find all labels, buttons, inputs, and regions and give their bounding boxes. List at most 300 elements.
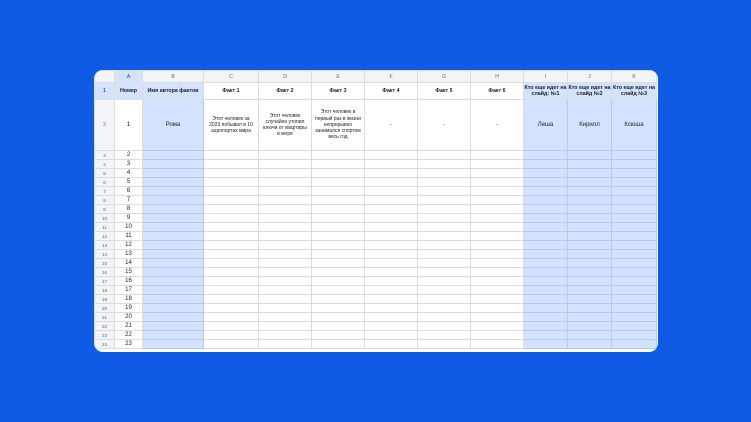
row-header[interactable]: 8	[95, 196, 115, 205]
cell-fact-2[interactable]	[259, 295, 312, 304]
cell-author[interactable]	[143, 241, 204, 250]
cell-slide-2[interactable]	[568, 250, 612, 259]
cell-fact-5[interactable]	[418, 232, 471, 241]
row-header[interactable]: 7	[95, 187, 115, 196]
cell-slide-3[interactable]	[612, 340, 657, 349]
row-header[interactable]: 3	[95, 151, 115, 160]
cell-fact-3[interactable]	[312, 178, 365, 187]
cell-slide-3[interactable]	[612, 169, 657, 178]
header-cell-fact-2[interactable]: Факт 2	[259, 83, 312, 100]
row-header[interactable]: 6	[95, 178, 115, 187]
cell-fact-3[interactable]	[312, 277, 365, 286]
header-cell-fact-4[interactable]: Факт 4	[365, 83, 418, 100]
cell-fact-4[interactable]	[365, 331, 418, 340]
cell-fact-5[interactable]	[418, 241, 471, 250]
cell-number[interactable]: 13	[115, 250, 143, 259]
cell-slide-1[interactable]	[524, 196, 568, 205]
cell-fact-5[interactable]	[418, 331, 471, 340]
cell-fact-3[interactable]	[312, 295, 365, 304]
row-header[interactable]: 14	[95, 250, 115, 259]
cell-number[interactable]: 4	[115, 169, 143, 178]
cell-fact-2[interactable]	[259, 223, 312, 232]
cell-slide-1[interactable]	[524, 151, 568, 160]
header-cell-fact-1[interactable]: Факт 1	[204, 83, 259, 100]
cell-slide-3[interactable]	[612, 187, 657, 196]
cell-fact-6[interactable]	[471, 214, 524, 223]
cell-fact-6[interactable]	[471, 259, 524, 268]
cell-fact-2[interactable]	[259, 169, 312, 178]
cell-fact-6[interactable]	[471, 286, 524, 295]
cell-fact-3[interactable]	[312, 214, 365, 223]
cell-author[interactable]	[143, 331, 204, 340]
cell-fact-3[interactable]	[312, 151, 365, 160]
header-cell-fact-6[interactable]: Факт 6	[471, 83, 524, 100]
cell-fact-1[interactable]	[204, 151, 259, 160]
cell-number[interactable]: 8	[115, 205, 143, 214]
cell-slide-1[interactable]	[524, 232, 568, 241]
cell-slide-3[interactable]	[612, 286, 657, 295]
cell-fact-3[interactable]	[312, 205, 365, 214]
cell-fact-1[interactable]	[204, 277, 259, 286]
cell-number[interactable]: 5	[115, 178, 143, 187]
cell-number[interactable]: 6	[115, 187, 143, 196]
cell-slide-1[interactable]	[524, 277, 568, 286]
cell-slide-2[interactable]	[568, 205, 612, 214]
cell-fact-5[interactable]	[418, 340, 471, 349]
cell-fact-3[interactable]	[312, 232, 365, 241]
cell-fact-1[interactable]: Этот человек за 2023 побывал в 10 аэропортах мира	[204, 100, 259, 151]
cell-fact-5[interactable]	[418, 169, 471, 178]
cell-number[interactable]: 11	[115, 232, 143, 241]
header-cell-slide-2[interactable]: Кто еще идет на слайд №2	[568, 83, 612, 100]
cell-slide-2[interactable]	[568, 214, 612, 223]
cell-number[interactable]: 20	[115, 313, 143, 322]
cell-fact-4[interactable]	[365, 268, 418, 277]
cell-fact-6[interactable]	[471, 232, 524, 241]
cell-slide-3[interactable]	[612, 250, 657, 259]
cell-slide-2[interactable]	[568, 322, 612, 331]
cell-fact-2[interactable]	[259, 214, 312, 223]
column-header-a[interactable]: A	[115, 71, 143, 83]
cell-slide-2[interactable]	[568, 187, 612, 196]
cell-fact-5[interactable]	[418, 295, 471, 304]
cell-fact-5[interactable]	[418, 286, 471, 295]
cell-fact-4[interactable]	[365, 187, 418, 196]
cell-author[interactable]	[143, 250, 204, 259]
cell-slide-3[interactable]	[612, 214, 657, 223]
header-cell-author[interactable]: Имя автора фактов	[143, 83, 204, 100]
cell-fact-5[interactable]	[418, 187, 471, 196]
cell-fact-3[interactable]	[312, 250, 365, 259]
row-header[interactable]: 4	[95, 160, 115, 169]
cell-fact-3[interactable]: Этот человек в первый раз в жизни непрерывно занимался спортом весь год	[312, 100, 365, 151]
cell-slide-3[interactable]	[612, 331, 657, 340]
cell-author[interactable]	[143, 268, 204, 277]
cell-fact-2[interactable]	[259, 286, 312, 295]
cell-number[interactable]: 22	[115, 331, 143, 340]
cell-number[interactable]: 15	[115, 268, 143, 277]
cell-slide-1[interactable]	[524, 340, 568, 349]
cell-number[interactable]: 3	[115, 160, 143, 169]
cell-author[interactable]	[143, 295, 204, 304]
cell-fact-2[interactable]	[259, 304, 312, 313]
cell-slide-1[interactable]	[524, 295, 568, 304]
column-header-j[interactable]: J	[568, 71, 612, 83]
cell-fact-4[interactable]	[365, 241, 418, 250]
cell-slide-2[interactable]	[568, 304, 612, 313]
cell-slide-2[interactable]	[568, 286, 612, 295]
cell-fact-3[interactable]	[312, 187, 365, 196]
cell-fact-5[interactable]	[418, 223, 471, 232]
cell-fact-2[interactable]	[259, 205, 312, 214]
row-header[interactable]: 22	[95, 322, 115, 331]
row-header[interactable]: 20	[95, 304, 115, 313]
cell-slide-3[interactable]	[612, 295, 657, 304]
cell-fact-2[interactable]	[259, 259, 312, 268]
cell-slide-3[interactable]	[612, 223, 657, 232]
cell-fact-4[interactable]	[365, 232, 418, 241]
cell-fact-4[interactable]	[365, 304, 418, 313]
cell-slide-1[interactable]	[524, 304, 568, 313]
cell-fact-2[interactable]	[259, 232, 312, 241]
cell-slide-3[interactable]	[612, 178, 657, 187]
cell-fact-5[interactable]	[418, 205, 471, 214]
header-cell-fact-5[interactable]: Факт 5	[418, 83, 471, 100]
cell-fact-2[interactable]	[259, 196, 312, 205]
cell-fact-2[interactable]	[259, 178, 312, 187]
cell-fact-2[interactable]	[259, 187, 312, 196]
cell-slide-1[interactable]: Леша	[524, 100, 568, 151]
cell-fact-4[interactable]	[365, 223, 418, 232]
cell-slide-3[interactable]	[612, 151, 657, 160]
cell-fact-4[interactable]	[365, 286, 418, 295]
cell-fact-6[interactable]	[471, 169, 524, 178]
cell-slide-1[interactable]	[524, 214, 568, 223]
cell-slide-2[interactable]	[568, 151, 612, 160]
cell-slide-2[interactable]	[568, 196, 612, 205]
cell-fact-3[interactable]	[312, 241, 365, 250]
cell-author[interactable]	[143, 223, 204, 232]
cell-fact-1[interactable]	[204, 241, 259, 250]
row-header[interactable]: 10	[95, 214, 115, 223]
cell-fact-3[interactable]	[312, 268, 365, 277]
cell-fact-2[interactable]	[259, 331, 312, 340]
cell-slide-3[interactable]	[612, 232, 657, 241]
cell-number[interactable]: 2	[115, 151, 143, 160]
cell-fact-1[interactable]	[204, 187, 259, 196]
cell-fact-2[interactable]: Этот человек случайно утопил ключи от квартиры в море	[259, 100, 312, 151]
cell-slide-2[interactable]	[568, 241, 612, 250]
cell-fact-2[interactable]	[259, 151, 312, 160]
cell-fact-5[interactable]: -	[418, 100, 471, 151]
cell-fact-4[interactable]	[365, 196, 418, 205]
cell-slide-1[interactable]	[524, 259, 568, 268]
cell-slide-1[interactable]	[524, 322, 568, 331]
cell-fact-4[interactable]	[365, 214, 418, 223]
cell-fact-6[interactable]	[471, 322, 524, 331]
cell-number[interactable]: 23	[115, 340, 143, 349]
cell-fact-4[interactable]	[365, 313, 418, 322]
cell-number[interactable]: 7	[115, 196, 143, 205]
cell-fact-6[interactable]	[471, 151, 524, 160]
cell-fact-1[interactable]	[204, 160, 259, 169]
column-header-k[interactable]: K	[612, 71, 657, 83]
row-header[interactable]: 1	[95, 83, 115, 100]
cell-number[interactable]: 10	[115, 223, 143, 232]
cell-fact-5[interactable]	[418, 196, 471, 205]
cell-fact-4[interactable]	[365, 277, 418, 286]
cell-fact-5[interactable]	[418, 304, 471, 313]
cell-author[interactable]	[143, 340, 204, 349]
row-header[interactable]: 15	[95, 259, 115, 268]
cell-slide-3[interactable]	[612, 241, 657, 250]
column-header-g[interactable]: G	[418, 71, 471, 83]
cell-author[interactable]	[143, 286, 204, 295]
cell-fact-6[interactable]	[471, 187, 524, 196]
cell-slide-2[interactable]	[568, 340, 612, 349]
cell-fact-1[interactable]	[204, 178, 259, 187]
cell-fact-6[interactable]	[471, 340, 524, 349]
cell-fact-6[interactable]	[471, 223, 524, 232]
cell-fact-3[interactable]	[312, 259, 365, 268]
cell-author[interactable]	[143, 205, 204, 214]
cell-fact-6[interactable]	[471, 313, 524, 322]
cell-slide-2[interactable]	[568, 178, 612, 187]
cell-slide-3[interactable]	[612, 205, 657, 214]
cell-fact-4[interactable]: -	[365, 100, 418, 151]
cell-fact-1[interactable]	[204, 232, 259, 241]
cell-slide-2[interactable]	[568, 232, 612, 241]
cell-slide-1[interactable]	[524, 223, 568, 232]
cell-author[interactable]	[143, 196, 204, 205]
cell-fact-2[interactable]	[259, 313, 312, 322]
cell-fact-1[interactable]	[204, 196, 259, 205]
row-header[interactable]: 16	[95, 268, 115, 277]
cell-fact-3[interactable]	[312, 223, 365, 232]
cell-fact-1[interactable]	[204, 205, 259, 214]
cell-number[interactable]: 16	[115, 277, 143, 286]
cell-slide-2[interactable]	[568, 331, 612, 340]
cell-fact-6[interactable]	[471, 241, 524, 250]
cell-slide-2[interactable]	[568, 277, 612, 286]
cell-fact-4[interactable]	[365, 178, 418, 187]
cell-fact-3[interactable]	[312, 160, 365, 169]
cell-author[interactable]	[143, 277, 204, 286]
row-header[interactable]: 21	[95, 313, 115, 322]
cell-fact-5[interactable]	[418, 160, 471, 169]
cell-fact-1[interactable]	[204, 295, 259, 304]
cell-fact-5[interactable]	[418, 259, 471, 268]
cell-fact-5[interactable]	[418, 178, 471, 187]
cell-fact-6[interactable]	[471, 277, 524, 286]
cell-fact-3[interactable]	[312, 322, 365, 331]
row-header[interactable]: 12	[95, 232, 115, 241]
cell-fact-6[interactable]	[471, 160, 524, 169]
row-header[interactable]: 24	[95, 340, 115, 349]
cell-number[interactable]: 14	[115, 259, 143, 268]
cell-slide-1[interactable]	[524, 178, 568, 187]
cell-slide-3[interactable]	[612, 196, 657, 205]
cell-author[interactable]	[143, 160, 204, 169]
column-header-i[interactable]: I	[524, 71, 568, 83]
cell-fact-3[interactable]	[312, 340, 365, 349]
cell-fact-2[interactable]	[259, 250, 312, 259]
column-header-c[interactable]: C	[204, 71, 259, 83]
cell-fact-4[interactable]	[365, 322, 418, 331]
cell-slide-1[interactable]	[524, 268, 568, 277]
cell-fact-6[interactable]	[471, 268, 524, 277]
column-header-b[interactable]: B	[143, 71, 204, 83]
cell-slide-2[interactable]	[568, 160, 612, 169]
column-header-d[interactable]: D	[259, 71, 312, 83]
header-cell-slide-3[interactable]: Кто еще идет на слайд №3	[612, 83, 657, 100]
column-header-f[interactable]: F	[365, 71, 418, 83]
cell-fact-4[interactable]	[365, 340, 418, 349]
cell-fact-6[interactable]	[471, 304, 524, 313]
cell-slide-3[interactable]	[612, 268, 657, 277]
cell-fact-1[interactable]	[204, 286, 259, 295]
cell-fact-6[interactable]	[471, 196, 524, 205]
cell-fact-3[interactable]	[312, 313, 365, 322]
cell-fact-1[interactable]	[204, 223, 259, 232]
cell-slide-1[interactable]	[524, 241, 568, 250]
row-header[interactable]: 13	[95, 241, 115, 250]
header-cell-slide-1[interactable]: Кто еще идет на слайд: №1	[524, 83, 568, 100]
cell-slide-1[interactable]	[524, 160, 568, 169]
cell-fact-5[interactable]	[418, 250, 471, 259]
cell-slide-1[interactable]	[524, 187, 568, 196]
column-header-e[interactable]: E	[312, 71, 365, 83]
cell-author[interactable]	[143, 151, 204, 160]
row-header[interactable]: 5	[95, 169, 115, 178]
cell-fact-1[interactable]	[204, 214, 259, 223]
cell-number[interactable]: 17	[115, 286, 143, 295]
cell-fact-5[interactable]	[418, 322, 471, 331]
cell-fact-5[interactable]	[418, 313, 471, 322]
cell-slide-3[interactable]	[612, 313, 657, 322]
cell-slide-1[interactable]	[524, 169, 568, 178]
cell-slide-3[interactable]	[612, 322, 657, 331]
cell-slide-1[interactable]	[524, 331, 568, 340]
cell-fact-4[interactable]	[365, 259, 418, 268]
cell-fact-3[interactable]	[312, 196, 365, 205]
cell-fact-1[interactable]	[204, 268, 259, 277]
cell-fact-1[interactable]	[204, 169, 259, 178]
cell-fact-3[interactable]	[312, 304, 365, 313]
cell-fact-2[interactable]	[259, 277, 312, 286]
cell-fact-1[interactable]	[204, 313, 259, 322]
cell-number[interactable]: 18	[115, 295, 143, 304]
cell-fact-5[interactable]	[418, 268, 471, 277]
row-header[interactable]: 17	[95, 277, 115, 286]
cell-fact-4[interactable]	[365, 169, 418, 178]
row-header[interactable]: 11	[95, 223, 115, 232]
cell-fact-5[interactable]	[418, 151, 471, 160]
cell-slide-1[interactable]	[524, 286, 568, 295]
cell-slide-2[interactable]	[568, 259, 612, 268]
cell-slide-2[interactable]	[568, 313, 612, 322]
cell-fact-3[interactable]	[312, 286, 365, 295]
cell-number[interactable]: 1	[115, 100, 143, 151]
cell-slide-3[interactable]	[612, 277, 657, 286]
cell-author[interactable]	[143, 304, 204, 313]
cell-slide-3[interactable]	[612, 259, 657, 268]
cell-fact-2[interactable]	[259, 340, 312, 349]
row-header[interactable]: 18	[95, 286, 115, 295]
cell-slide-3[interactable]: Ксюша	[612, 100, 657, 151]
cell-number[interactable]: 21	[115, 322, 143, 331]
cell-slide-1[interactable]	[524, 313, 568, 322]
cell-slide-1[interactable]	[524, 205, 568, 214]
cell-fact-2[interactable]	[259, 241, 312, 250]
cell-fact-4[interactable]	[365, 295, 418, 304]
row-header[interactable]: 9	[95, 205, 115, 214]
cell-fact-6[interactable]	[471, 178, 524, 187]
cell-fact-2[interactable]	[259, 268, 312, 277]
cell-slide-2[interactable]	[568, 295, 612, 304]
header-cell-number[interactable]: Номер	[115, 83, 143, 100]
cell-fact-4[interactable]	[365, 205, 418, 214]
cell-slide-2[interactable]	[568, 169, 612, 178]
cell-author[interactable]	[143, 259, 204, 268]
cell-fact-6[interactable]	[471, 295, 524, 304]
cell-number[interactable]: 12	[115, 241, 143, 250]
cell-fact-4[interactable]	[365, 250, 418, 259]
cell-number[interactable]: 9	[115, 214, 143, 223]
row-header[interactable]: 2	[95, 100, 115, 151]
cell-author[interactable]	[143, 322, 204, 331]
column-header-h[interactable]: H	[471, 71, 524, 83]
cell-fact-1[interactable]	[204, 250, 259, 259]
cell-fact-5[interactable]	[418, 214, 471, 223]
cell-slide-2[interactable]: Кирилл	[568, 100, 612, 151]
cell-fact-4[interactable]	[365, 160, 418, 169]
cell-slide-2[interactable]	[568, 268, 612, 277]
cell-fact-6[interactable]	[471, 205, 524, 214]
cell-fact-5[interactable]	[418, 277, 471, 286]
cell-author[interactable]: Рома	[143, 100, 204, 151]
cell-fact-6[interactable]	[471, 250, 524, 259]
cell-author[interactable]	[143, 169, 204, 178]
cell-author[interactable]	[143, 232, 204, 241]
select-all-corner[interactable]	[95, 71, 115, 83]
cell-slide-3[interactable]	[612, 160, 657, 169]
cell-fact-1[interactable]	[204, 340, 259, 349]
cell-author[interactable]	[143, 214, 204, 223]
cell-author[interactable]	[143, 178, 204, 187]
cell-fact-1[interactable]	[204, 304, 259, 313]
cell-author[interactable]	[143, 187, 204, 196]
cell-fact-1[interactable]	[204, 259, 259, 268]
cell-number[interactable]: 19	[115, 304, 143, 313]
cell-fact-3[interactable]	[312, 331, 365, 340]
cell-fact-6[interactable]	[471, 331, 524, 340]
cell-fact-1[interactable]	[204, 331, 259, 340]
header-cell-fact-3[interactable]: Факт 3	[312, 83, 365, 100]
cell-fact-6[interactable]: -	[471, 100, 524, 151]
row-header[interactable]: 19	[95, 295, 115, 304]
cell-slide-2[interactable]	[568, 223, 612, 232]
cell-fact-2[interactable]	[259, 160, 312, 169]
cell-author[interactable]	[143, 313, 204, 322]
cell-slide-3[interactable]	[612, 304, 657, 313]
cell-fact-2[interactable]	[259, 322, 312, 331]
cell-fact-3[interactable]	[312, 169, 365, 178]
cell-slide-1[interactable]	[524, 250, 568, 259]
row-header[interactable]: 23	[95, 331, 115, 340]
cell-fact-4[interactable]	[365, 151, 418, 160]
cell-fact-1[interactable]	[204, 322, 259, 331]
